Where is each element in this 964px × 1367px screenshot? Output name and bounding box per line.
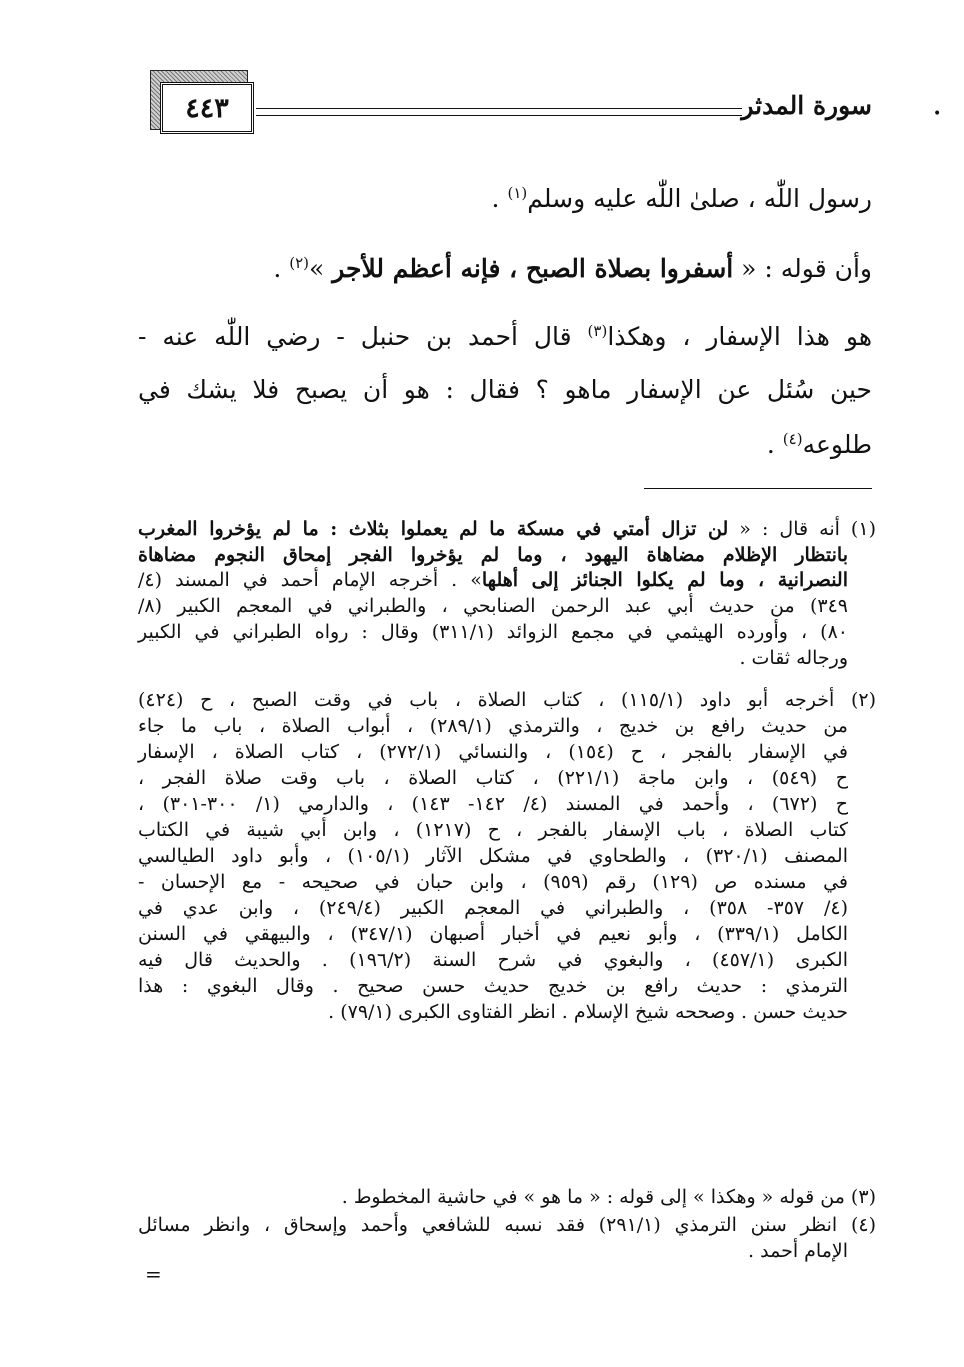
footnote-ref-1: (١) [507, 184, 528, 202]
footnote-2-line-10: الكامل (٣٣٩/١) ، وأبو نعيم في أخبار أصبهان (٣٤٧/١) ، والبيهقي في السنن [138, 923, 848, 945]
footnote-1-line-5: ٨٠) ، وأورده الهيثمي في مجمع الزوائد (٣١١/١) وقال : رواه الطبراني في الكبير [138, 621, 848, 643]
footnote-2-line-5: ح (٦٧٢) ، وأحمد في المسند (٤/ ١٤٢- ١٤٣) ، والدارمي (١/ ٣٠٠-٣٠١) ، [138, 793, 848, 815]
footnote-1-line-4: ٣٤٩) من حديث أبي عبد الرحمن الصنابحي ، والطبراني في المعجم الكبير (٨/ [138, 595, 848, 617]
margin-dot: • [933, 106, 942, 122]
footnote-ref-3: (٣) [587, 322, 608, 340]
main-line-5: طلوعه$^{(٤)}$ . [766, 430, 872, 459]
page-number [160, 82, 254, 134]
footnote-2-line-13: حديث حسن . وصححه شيخ الإسلام . انظر الفتاوى الكبرى (٧٩/١) . [328, 1001, 848, 1023]
footnote-1-line-1: (١) أنه قال : « لن تزال أمتي في مسكة ما لم يعملوا بثلاث : ما لم يؤخروا المغرب [138, 518, 876, 540]
footnote-3: (٣) من قوله « وهكذا » إلى قوله : « ما هو » في حاشية المخطوط . [341, 1186, 876, 1208]
surah-title: سورة المدثر [741, 91, 872, 120]
footnote-separator [644, 488, 872, 489]
footnote-ref-4: (٤) [782, 430, 803, 448]
continuation-mark: = [145, 1262, 162, 1286]
footnote-2-line-11: الكبرى (٤٥٧/١) ، والبغوي في شرح السنة (١٩٦/٢) . والحديث قال فيه [138, 949, 848, 971]
page-number-text: ٤٤٣ [185, 92, 229, 124]
footnote-2-line-7: المصنف (٣٢٠/١) ، والطحاوي في مشكل الآثار (١٠٥/١) ، وأبو داود الطيالسي [138, 845, 848, 867]
footnote-1-line-3: النصرانية ، وما لم يكلوا الجنائز إلى أهلها» . أخرجه الإمام أحمد في المسند (٤/ [138, 569, 848, 591]
footnote-2-line-1: (٢) أخرجه أبو داود (١١٥/١) ، كتاب الصلاة ، باب في وقت الصبح ، ح (٤٢٤) [138, 689, 876, 711]
footnote-2-line-4: ح (٥٤٩) ، وابن ماجة (٢٢١/١) ، كتاب الصلاة ، باب وقت صلاة الفجر ، [138, 767, 848, 789]
footnote-1-line-6: ورجاله ثقات . [739, 647, 848, 669]
main-line-4: حين سُئل عن الإسفار ماهو ؟ فقال : هو أن يصبح فلا يشك في [138, 375, 872, 404]
header-rule-lower [256, 115, 742, 116]
main-line-3: هو هذا الإسفار ، وهكذا$^{(٣)}$ قال أحمد بن حنبل - رضي اللّٰه عنه - [138, 322, 872, 351]
footnote-4-line-2: الإمام أحمد . [748, 1240, 848, 1262]
footnote-2-line-9: (٤/ ٣٥٧- ٣٥٨) ، والطبراني في المعجم الكبير (٢٤٩/٤) ، وابن عدي في [138, 897, 849, 919]
hadith-quote: أسفروا بصلاة الصبح ، فإنه أعظم للأجر [332, 254, 734, 283]
footnote-1-line-2: بانتظار الإظلام مضاهاة اليهود ، وما لم يؤخروا الفجر إمحاق النجوم مضاهاة [138, 544, 848, 566]
header-rule [256, 108, 742, 109]
footnote-2-line-12: الترمذي : حديث رافع بن خديج حديث حسن صحيح . وقال البغوي : هذا [138, 975, 848, 997]
main-line-2: وأن قوله : « أسفروا بصلاة الصبح ، فإنه أعظم للأجر »$^{(٢)}$ . [273, 254, 872, 283]
footnote-2-line-6: كتاب الصلاة ، باب الإسفار بالفجر ، ح (١٢١٧) ، وابن أبي شيبة في الكتاب [138, 819, 848, 841]
footnote-4-line-1: (٤) انظر سنن الترمذي (٢٩١/١) فقد نسبه للشافعي وأحمد وإسحاق ، وانظر مسائل [138, 1214, 876, 1236]
footnote-ref-2: (٢) [289, 254, 310, 272]
footnote-2-line-2: من حديث رافع بن خديج ، والترمذي (٢٨٩/١) ، أبواب الصلاة ، باب ما جاء [138, 715, 848, 737]
footnote-2-line-3: في الإسفار بالفجر ، ح (١٥٤) ، والنسائي (٢٧٢/١) ، كتاب الصلاة ، الإسفار [138, 741, 848, 763]
footnote-2-line-8: في مسنده ص (١٢٩) رقم (٩٥٩) ، وابن حبان في صحيحه - مع الإحسان - [138, 871, 848, 893]
main-line-1: رسول اللّٰه ، صلىٰ اللّٰه عليه وسلم$^{(١)}$ . [491, 184, 872, 213]
